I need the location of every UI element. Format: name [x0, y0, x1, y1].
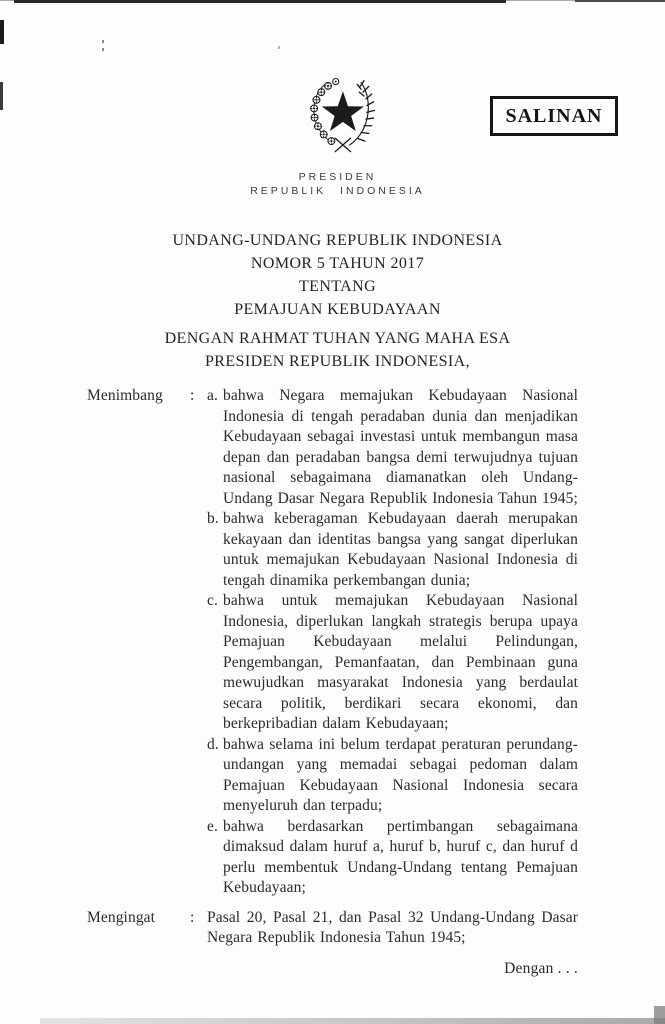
law-title-line4: PEMAJUAN KEBUDAYAAN	[234, 301, 441, 318]
law-title	[10, 229, 665, 321]
item-text: bahwa Negara memajukan Kebudayaan Nasional Indonesia di tengah peradaban dunia dan menjadikan Kebudayaan sebagai investasi untuk membangun masa depan dan peradaban bangsa demi terwujudnya tujuan nasional sebagaimana diamanatkan oleh Undang-Undang Dasar Negara Republik Indonesia Tahun 1945;	[223, 387, 578, 507]
scan-artifact	[278, 46, 280, 49]
presidential-seal-icon	[292, 77, 388, 163]
menimbang-separator: :	[190, 387, 195, 404]
list-item	[207, 591, 578, 735]
mengingat-text: Pasal 20, Pasal 21, dan Pasal 32 Undang-Undang Dasar Negara Republik Indonesia Tahun 1945;	[207, 908, 578, 946]
letterhead-republik-indonesia: REPUBLIK INDONESIA	[250, 184, 425, 197]
item-letter: b.	[207, 510, 219, 527]
item-letter: e.	[207, 817, 218, 835]
item-text: bahwa berdasarkan pertimbangan sebagaimana dimaksud dalam huruf a, huruf b, huruf c, dan huruf d perlu membentuk Undang-Undang tentang Pemajuan Kebudayaan;	[223, 817, 578, 896]
item-letter: c.	[207, 592, 218, 609]
scan-artifact	[14, 0, 506, 3]
salinan-stamp-label: SALINAN	[505, 104, 603, 127]
list-item	[207, 817, 578, 899]
scan-artifact	[102, 48, 104, 51]
mengingat-separator: :	[190, 908, 195, 926]
item-text: bahwa selama ini belum terdapat peraturan perundang-undangan yang memadai sebagai pedoman dalam Pemajuan Kebudayaan Nasional Indonesia secara menyeluruh dan terpadu;	[223, 735, 578, 814]
menimbang-items	[207, 386, 578, 899]
law-title-line3: TENTANG	[298, 278, 377, 295]
document-body	[87, 386, 578, 949]
list-item	[207, 509, 578, 591]
law-title-line2: NOMOR 5 TAHUN 2017	[250, 255, 425, 272]
item-text: bahwa untuk memajukan Kebudayaan Nasional Indonesia, diperlukan langkah strategis berupa upaya Pemajuan Kebudayaan melalui Pelindungan, Pengembangan, Pemanfaatan, dan Pembinaan guna mewujudkan masyarakat Indonesia yang berdaulat secara politik, berdikari secara ekonomi, dan berkepribadian dalam Kebudayaan;	[223, 592, 578, 732]
scan-artifact	[40, 1018, 665, 1024]
menimbang-label: Menimbang	[87, 387, 163, 404]
list-item	[207, 386, 578, 509]
list-item	[207, 735, 578, 817]
scan-artifact	[102, 40, 104, 43]
item-text: bahwa keberagaman Kebudayaan daerah merupakan kekayaan dan identitas bangsa yang sangat diperlukan untuk memajukan Kebudayaan Nasional Indonesia di tengah dinamika perkembangan dunia;	[223, 510, 578, 589]
scan-artifact	[654, 1006, 665, 1024]
item-letter: d.	[207, 735, 219, 753]
salinan-stamp	[490, 96, 618, 136]
preamble	[10, 327, 665, 373]
preamble-line2: PRESIDEN REPUBLIK INDONESIA,	[205, 353, 470, 370]
scan-artifact	[575, 0, 665, 2]
preamble-line1: DENGAN RAHMAT TUHAN YANG MAHA ESA	[164, 330, 511, 347]
letterhead-presiden: PRESIDEN	[298, 171, 377, 183]
scan-artifact	[0, 20, 4, 44]
letterhead	[10, 171, 665, 198]
scan-artifact	[0, 82, 3, 110]
menimbang-section	[87, 386, 578, 899]
mengingat-section	[87, 908, 578, 949]
page-catchword: Dengan . . .	[504, 960, 578, 977]
law-title-line1: UNDANG-UNDANG REPUBLIK INDONESIA	[172, 232, 503, 249]
item-letter: a.	[207, 387, 218, 404]
mengingat-label: Mengingat	[87, 908, 156, 926]
